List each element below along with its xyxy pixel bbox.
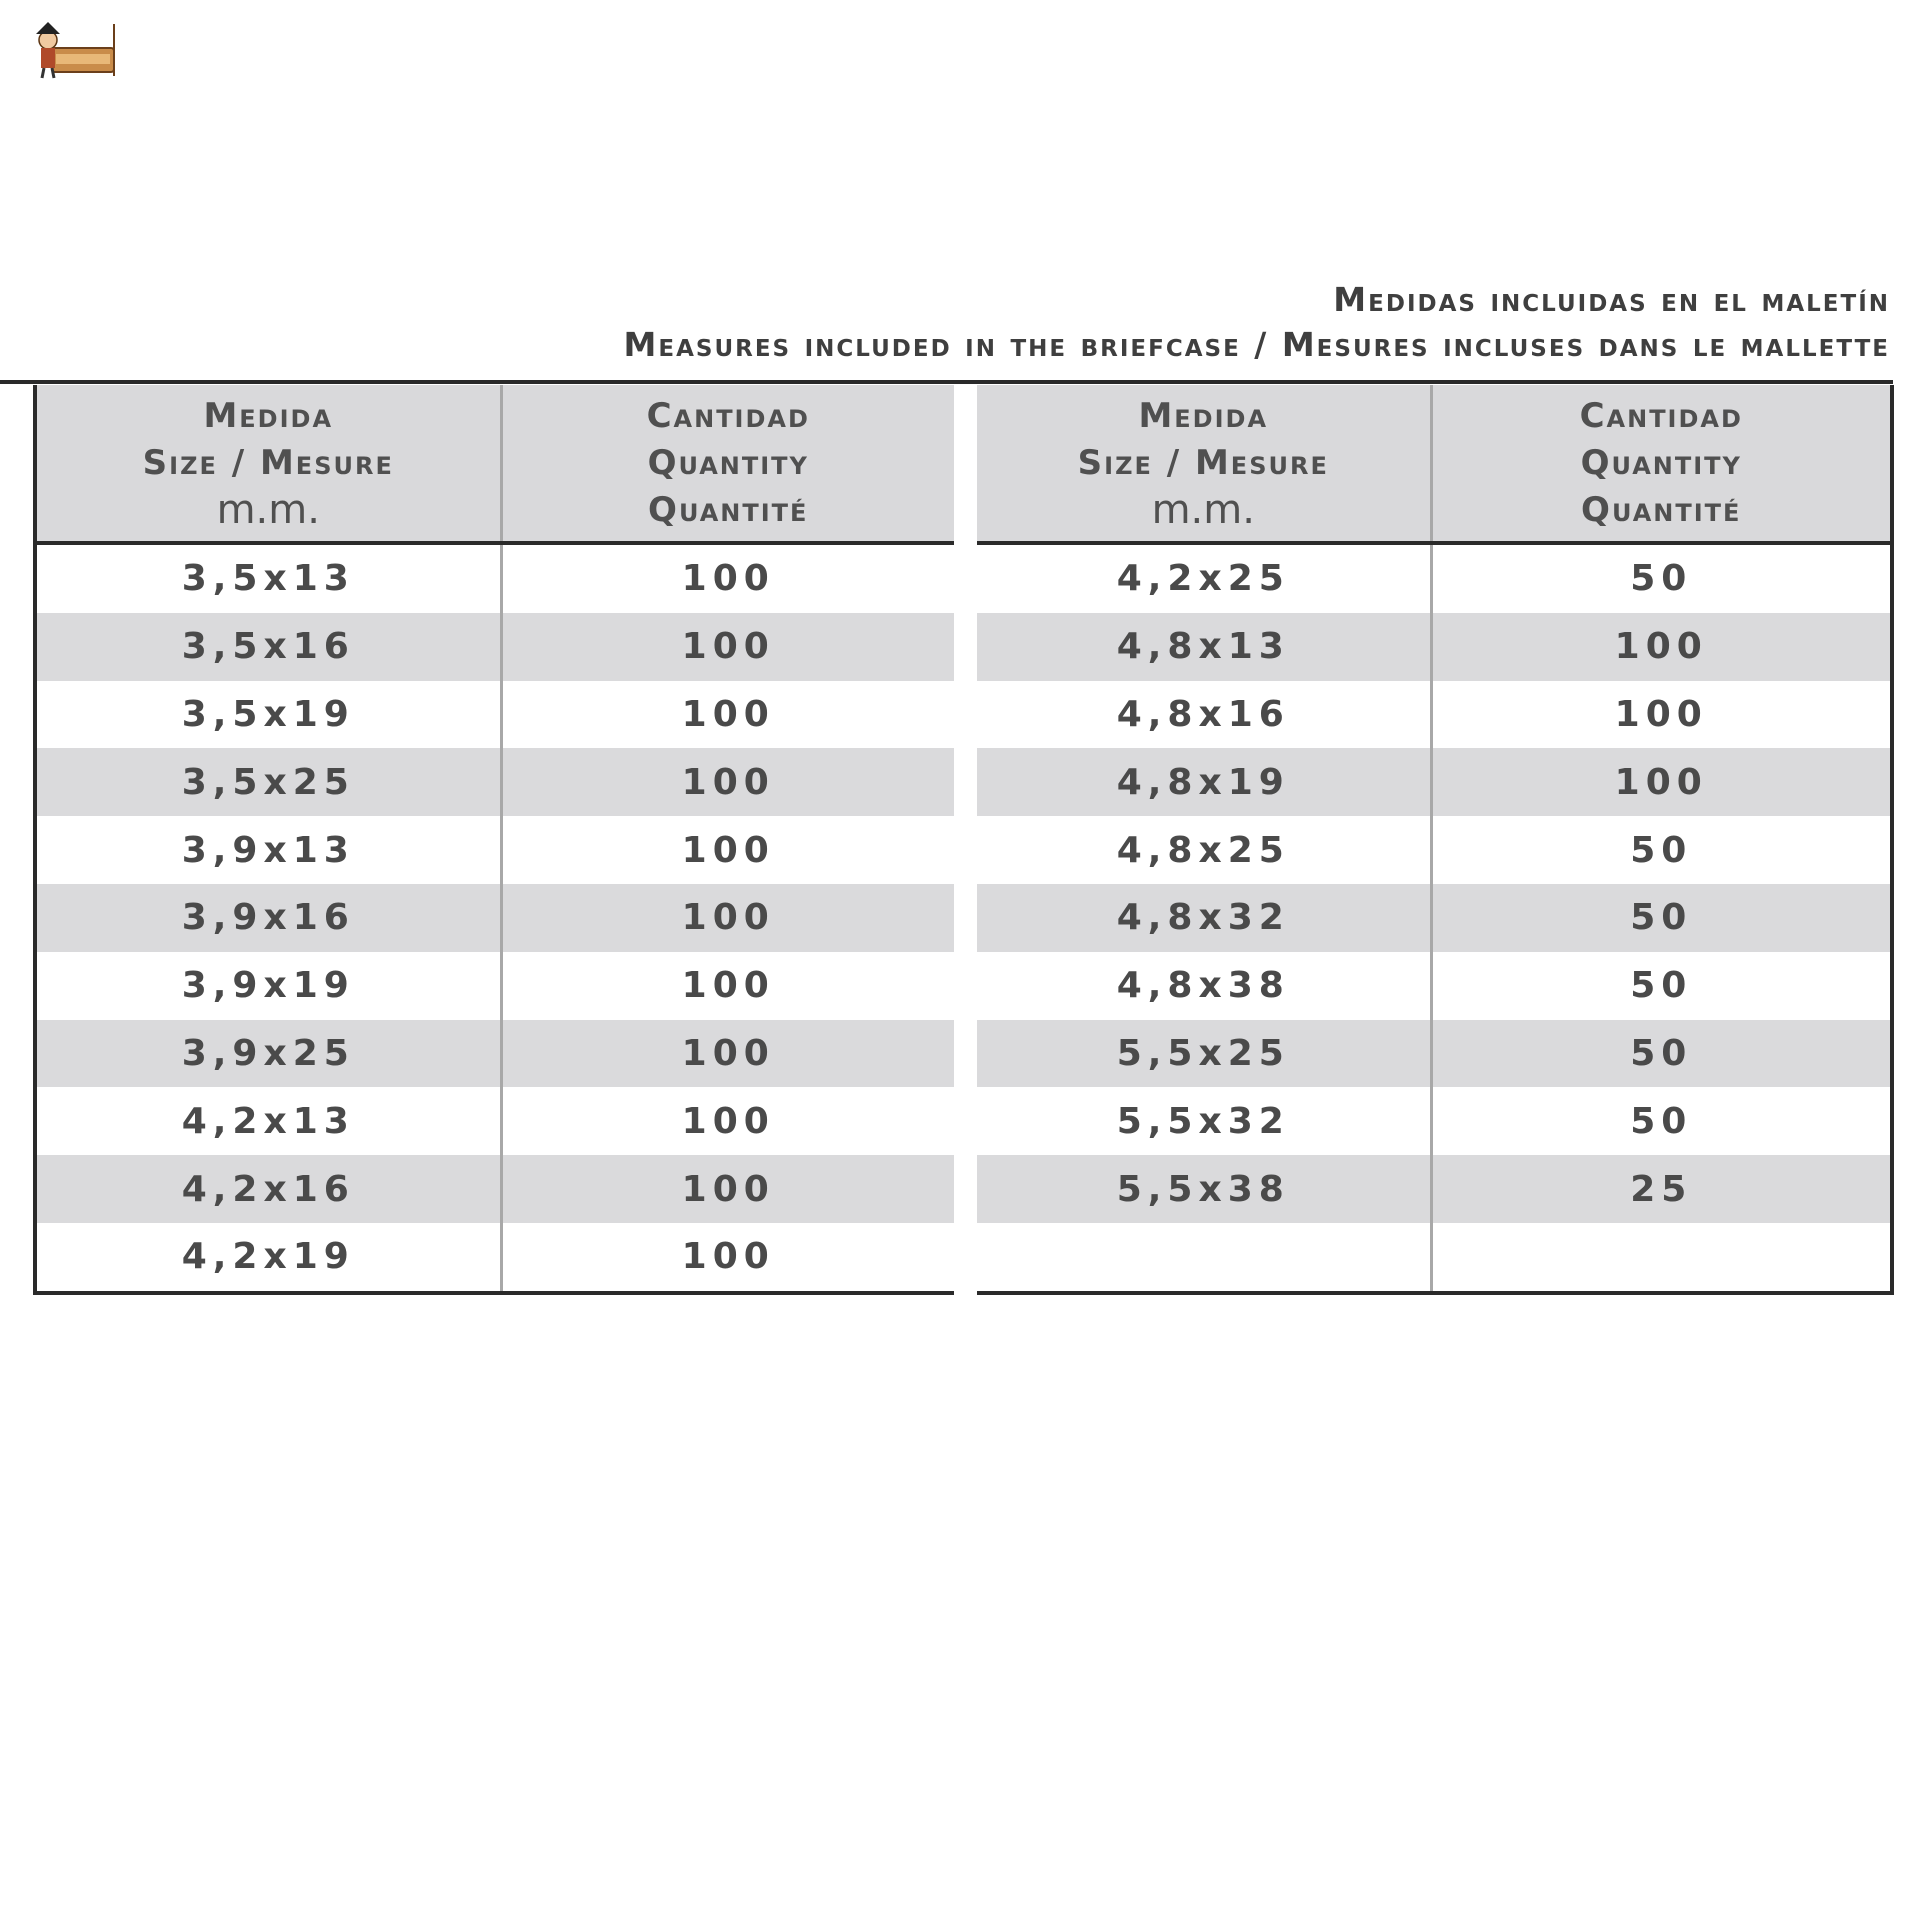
table-row	[977, 884, 1892, 952]
quantity-cell: 50	[1431, 884, 1892, 952]
top-divider	[0, 380, 1893, 384]
size-header-en-fr: Size / Mesure	[142, 442, 394, 483]
size-cell: 3,9x13	[35, 816, 501, 884]
size-cell	[977, 1223, 1431, 1293]
table-header-row	[35, 385, 954, 543]
table-row	[35, 1087, 954, 1155]
table-row	[977, 1155, 1892, 1223]
pirate-mascot-icon	[30, 18, 122, 80]
quantity-cell: 25	[1431, 1155, 1892, 1223]
table-row	[35, 884, 954, 952]
table-row	[35, 748, 954, 816]
quantity-cell: 100	[681, 1236, 775, 1278]
size-cell: 4,8x13	[977, 613, 1431, 681]
quantity-header-es: Cantidad	[646, 395, 810, 436]
size-header	[977, 385, 1431, 543]
quantity-cell: 100	[501, 613, 954, 681]
quantity-cell: 100	[501, 1020, 954, 1088]
table-row	[35, 543, 954, 613]
size-cell: 3,5x16	[35, 613, 501, 681]
size-header-es: Medida	[203, 395, 334, 436]
table-row	[977, 952, 1892, 1020]
quantity-cell: 100	[501, 1155, 954, 1223]
table-row	[35, 1223, 954, 1293]
table-row	[977, 1223, 1892, 1293]
quantity-header-en: Quantity	[1580, 442, 1742, 483]
size-cell: 4,8x19	[977, 748, 1431, 816]
table-row	[35, 681, 954, 749]
table-row	[977, 1020, 1892, 1088]
quantity-header-fr: Quantité	[1581, 489, 1742, 530]
size-cell: 5,5x32	[977, 1087, 1431, 1155]
quantity-header	[501, 385, 954, 543]
size-header-en-fr: Size / Mesure	[1077, 442, 1329, 483]
size-cell: 3,9x25	[35, 1020, 501, 1088]
quantity-cell: 100	[681, 1100, 775, 1142]
table-row	[977, 816, 1892, 884]
title-english-french: Measures included in the briefcase / Mesures incluses dans le mallette	[623, 325, 1890, 364]
quantity-header-es: Cantidad	[1579, 395, 1743, 436]
quantity-header-fr: Quantité	[648, 489, 809, 530]
quantity-cell: 100	[681, 558, 775, 600]
size-cell: 3,5x25	[35, 748, 501, 816]
size-header-es: Medida	[1138, 395, 1269, 436]
table-row	[977, 1087, 1892, 1155]
table-row	[35, 1155, 954, 1223]
size-cell: 3,9x19	[35, 952, 501, 1020]
quantity-cell: 100	[681, 693, 775, 735]
size-cell: 3,5x19	[35, 681, 501, 749]
table-row	[35, 816, 954, 884]
quantity-cell: 50	[1630, 1100, 1693, 1142]
table-row	[977, 543, 1892, 613]
brand-logo	[30, 18, 122, 80]
size-header	[35, 385, 501, 543]
table-row	[35, 613, 954, 681]
quantity-cell: 100	[681, 965, 775, 1007]
quantity-header-en: Quantity	[647, 442, 809, 483]
quantity-cell: 50	[1630, 965, 1693, 1007]
size-cell: 4,8x32	[977, 884, 1431, 952]
quantity-cell: 100	[681, 829, 775, 871]
table-row	[35, 952, 954, 1020]
size-cell: 4,2x16	[35, 1155, 501, 1223]
size-cell: 5,5x25	[977, 1020, 1431, 1088]
measures-table-left	[33, 385, 954, 1295]
size-header-unit: m.m.	[1151, 486, 1255, 533]
quantity-cell: 50	[1431, 1020, 1892, 1088]
size-cell: 3,5x13	[35, 543, 501, 613]
size-header-unit: m.m.	[216, 486, 320, 533]
quantity-cell: 100	[1431, 613, 1892, 681]
quantity-cell: 50	[1630, 558, 1693, 600]
measures-table-right	[977, 385, 1894, 1295]
size-cell: 4,2x25	[977, 543, 1431, 613]
table-header-row	[977, 385, 1892, 543]
quantity-cell: 100	[501, 748, 954, 816]
quantity-cell: 100	[1614, 693, 1708, 735]
quantity-header	[1431, 385, 1892, 543]
size-cell: 4,8x38	[977, 952, 1431, 1020]
size-cell: 4,2x19	[35, 1223, 501, 1293]
quantity-cell	[1431, 1223, 1892, 1293]
title-spanish: Medidas incluidas en el maletín	[1333, 280, 1890, 319]
size-cell: 4,8x25	[977, 816, 1431, 884]
size-cell: 4,2x13	[35, 1087, 501, 1155]
table-row	[977, 613, 1892, 681]
size-cell: 3,9x16	[35, 884, 501, 952]
size-cell: 4,8x16	[977, 681, 1431, 749]
quantity-cell: 100	[1431, 748, 1892, 816]
table-row	[977, 748, 1892, 816]
table-row	[977, 681, 1892, 749]
size-cell: 5,5x38	[977, 1155, 1431, 1223]
quantity-cell: 50	[1630, 829, 1693, 871]
quantity-cell: 100	[501, 884, 954, 952]
table-row	[35, 1020, 954, 1088]
